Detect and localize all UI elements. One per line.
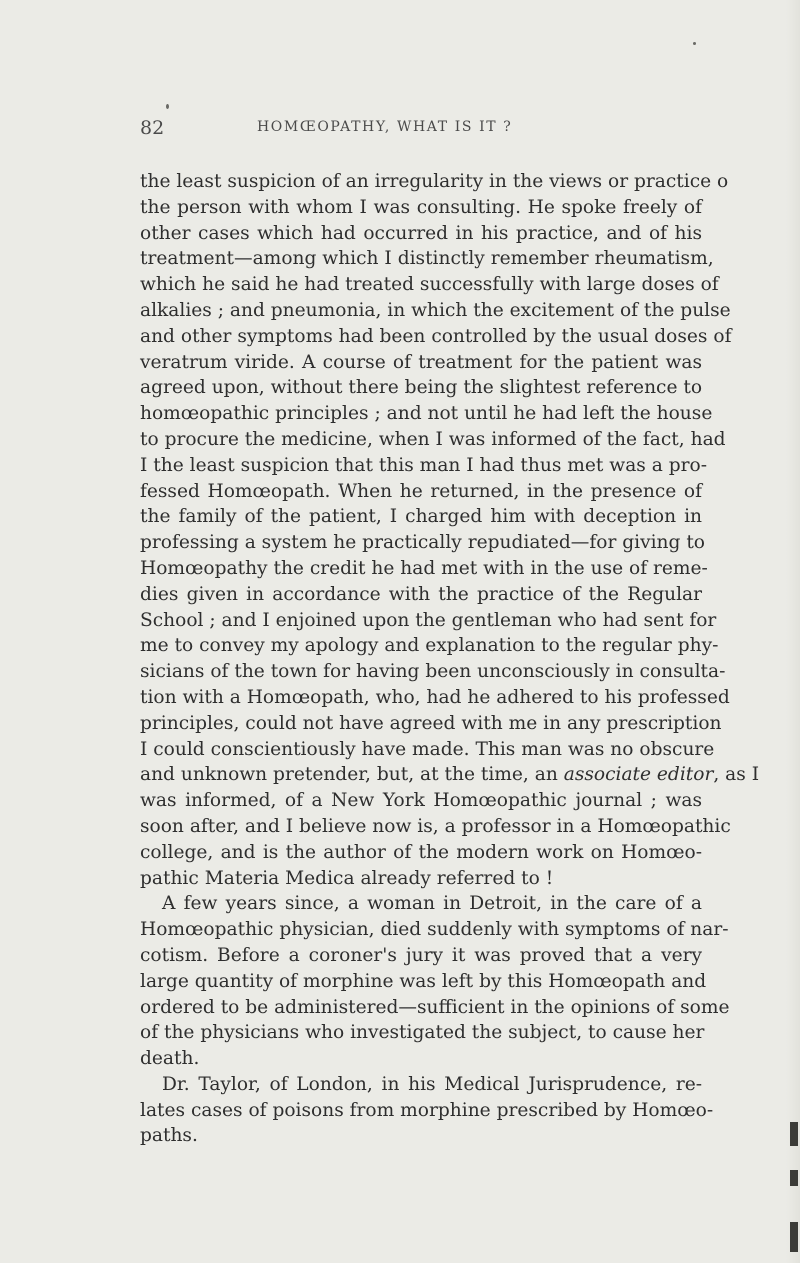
text-line: large quantity of morphine was left by this Homœopath and (140, 970, 707, 992)
page-number: 82 (140, 117, 165, 139)
text-line: tion with a Homœopath, who, had he adhered to his professed (140, 686, 730, 708)
text-line: which he said he had treated successfully with large doses of (140, 274, 719, 296)
text-line: homœopathic principles ; and not until he had left the house (140, 403, 713, 425)
chapter-title: HOMŒOPATHY, WHAT IS IT ? (257, 119, 513, 135)
paragraph-1 (140, 169, 760, 891)
text-line: ordered to be administered—sufficient in the opinions of some (140, 996, 730, 1018)
text-line: soon after, and I believe now is, a professor in a Homœopathic (140, 815, 731, 837)
scan-edge-mark (790, 1222, 798, 1252)
text-line: Homœopathic physician, died suddenly with symptoms of nar- (140, 919, 729, 941)
paragraph-2 (140, 891, 730, 1072)
text-line: was informed, of a New York Homœopathic journal ; was (140, 790, 702, 812)
text-line: dies given in accordance with the practice of the Regular (140, 583, 702, 605)
scan-speck (693, 42, 696, 45)
text-line: Homœopathy the credit he had met with in the use of reme- (140, 557, 708, 579)
text-line: A few years since, a woman in Detroit, in the care of a (162, 893, 702, 915)
text-line: to procure the medicine, when I was informed of the fact, had (140, 428, 726, 450)
body-text (140, 169, 760, 1149)
scan-speck (166, 104, 169, 109)
text-line: I could conscientiously have made. This man was no obscure (140, 738, 715, 760)
text-line: agreed upon, without there being the slightest reference to (140, 377, 703, 399)
text-line: and other symptoms had been controlled by the usual doses of (140, 325, 732, 347)
text-line: of the physicians who investigated the subject, to cause her (140, 1022, 705, 1044)
text-line: sicians of the town for having been unconsciously in consulta- (140, 661, 726, 683)
text-line: School ; and I enjoined upon the gentleman who had sent for (140, 609, 717, 631)
paragraph-3 (140, 1072, 714, 1149)
text-line: paths. (140, 1125, 198, 1147)
text-line: professing a system he practically repudiated—for giving to (140, 532, 706, 554)
text-run: and unknown pretender, but, at the time, an (140, 764, 564, 786)
text-line: death. (140, 1048, 200, 1070)
text-line: Dr. Taylor, of London, in his Medical Jurisprudence, re- (162, 1073, 702, 1095)
page-edge-shadow (786, 0, 800, 1263)
scan-edge-mark (790, 1170, 798, 1186)
text-line: I the least suspicion that this man I had thus met was a pro- (140, 454, 708, 476)
text-line: cotism. Before a coroner's jury it was proved that a very (140, 944, 702, 966)
text-line-with-italic (140, 762, 760, 788)
text-line: the family of the patient, I charged him with deception in (140, 506, 702, 528)
text-line: alkalies ; and pneumonia, in which the excitement of the pulse (140, 299, 731, 321)
text-line: the person with whom I was consulting. He spoke freely of (140, 196, 702, 218)
text-line: principles, could not have agreed with me in any prescription (140, 712, 722, 734)
running-head (140, 117, 700, 141)
text-line: fessed Homœopath. When he returned, in the presence of (140, 480, 702, 502)
text-line: veratrum viride. A course of treatment for the patient was (140, 351, 702, 373)
italic-phrase: associate editor (563, 764, 714, 786)
text-line: other cases which had occurred in his practice, and of his (140, 222, 702, 244)
scan-edge-mark (790, 1122, 798, 1146)
text-line: treatment—among which I distinctly remember rheumatism, (140, 248, 714, 270)
text-line: college, and is the author of the modern work on Homœo- (140, 841, 702, 863)
text-line: me to convey my apology and explanation to the regular phy- (140, 635, 719, 657)
text-run: , as I (713, 764, 760, 786)
text-line: pathic Materia Medica already referred to ! (140, 867, 554, 889)
text-line: lates cases of poisons from morphine prescribed by Homœo- (140, 1099, 714, 1121)
text-line: the least suspicion of an irregularity in the views or practice o (140, 171, 729, 192)
